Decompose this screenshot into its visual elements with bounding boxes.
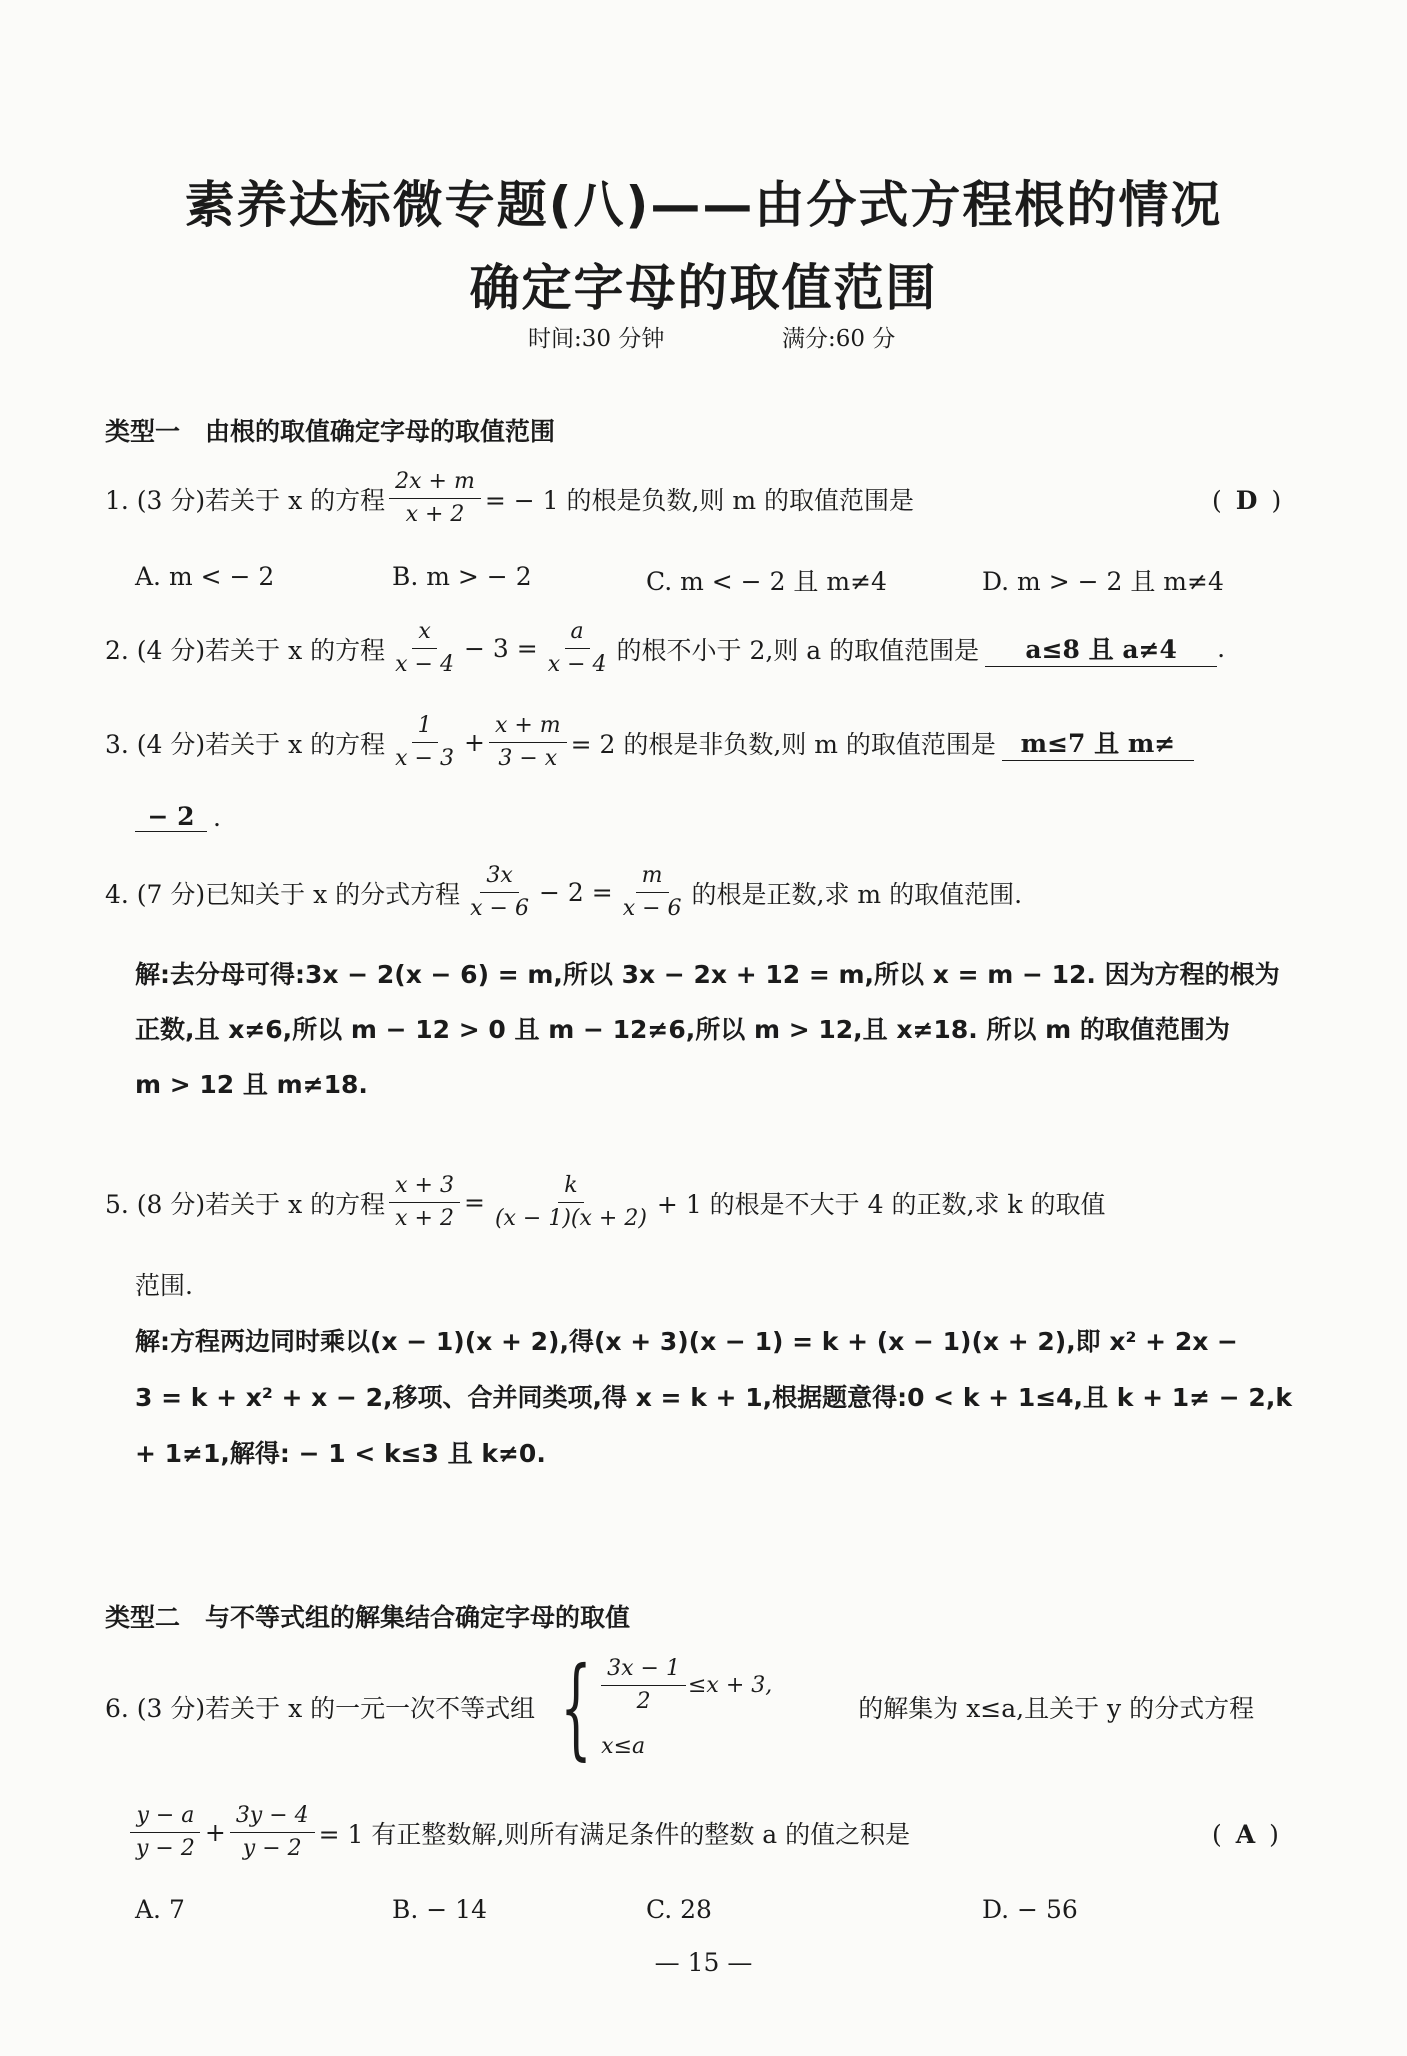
q1-numerator: 2x + m: [389, 468, 481, 499]
q2-fraction-1: [389, 618, 460, 679]
time-limit: 时间:30 分钟: [528, 326, 665, 352]
q1-fraction: [389, 468, 481, 529]
q1-answer-bracket: ( D ): [1212, 486, 1282, 515]
q4-solution-line-2: 正数,且 x≠6,所以 m − 12 > 0 且 m − 12≠6,所以 m > 12,且 x≠18. 所以 m 的取值范围为: [135, 1015, 1230, 1044]
q4-mid: − 2 =: [538, 878, 613, 907]
q5-solution-line-3: + 1≠1,解得: − 1 < k≤3 且 k≠0.: [135, 1439, 546, 1468]
question-5: [105, 1172, 1105, 1233]
q5-f2-denominator: (x − 1)(x + 2): [494, 1206, 647, 1231]
question-6: [105, 1643, 1255, 1771]
q5-mid: =: [463, 1188, 485, 1217]
q5-solution-line-2: 3 = k + x² + x − 2,移项、合并同类项,得 x = k + 1,根据题意得:0 < k + 1≤4,且 k + 1≠ − 2,k: [135, 1383, 1292, 1412]
q5-f1-numerator: x + 3: [389, 1172, 460, 1203]
q3-prefix: 3. (4 分)若关于 x 的方程: [105, 729, 386, 759]
q6-line2-suffix: = 1 有正整数解,则所有满足条件的整数 a 的值之积是: [318, 1819, 911, 1849]
q1-option-c: C. m < − 2 且 m≠4: [646, 567, 887, 596]
question-3-cont: [135, 802, 221, 832]
q6-f1-numerator: y − a: [130, 1802, 200, 1833]
q3-fraction-1: [389, 712, 460, 773]
q2-f1-denominator: x − 4: [395, 652, 454, 677]
q3-f1-numerator: 1: [412, 712, 438, 743]
q6-option-d: D. − 56: [982, 1895, 1078, 1924]
q6-f2-denominator: y − 2: [242, 1836, 302, 1861]
left-brace-icon: {: [560, 1643, 592, 1771]
q6-inequality-system: [541, 1643, 773, 1771]
q6-ineq1-fraction: [601, 1655, 686, 1716]
q2-prefix: 2. (4 分)若关于 x 的方程: [105, 635, 386, 665]
q6-ineq1-numerator: 3x − 1: [601, 1655, 686, 1686]
q4-prefix: 4. (7 分)已知关于 x 的分式方程: [105, 879, 461, 909]
q6-inequality-2: x≤a: [601, 1734, 646, 1759]
question-2: [105, 618, 1225, 679]
q6-f1-denominator: y − 2: [136, 1836, 195, 1861]
q4-solution-line-3: m > 12 且 m≠18.: [135, 1070, 368, 1099]
q2-f2-numerator: a: [565, 618, 590, 649]
q6-inequality-1: [601, 1655, 772, 1716]
q1-answer: D: [1235, 486, 1258, 515]
q3-f2-denominator: 3 − x: [498, 746, 558, 771]
q6-fraction-2: [230, 1802, 315, 1863]
q6-fraction-1: [130, 1802, 201, 1863]
q5-fraction-1: [389, 1172, 460, 1233]
q1-option-b: B. m > − 2: [392, 562, 532, 591]
question-4: [105, 862, 1022, 923]
q3-answer-blank-1: m≤7 且 m≠: [1002, 724, 1194, 761]
q6-option-a: A. 7: [135, 1895, 185, 1924]
question-1: [105, 468, 914, 529]
q3-suffix: = 2 的根是非负数,则 m 的取值范围是: [570, 729, 996, 759]
q6-suffix: 的解集为 x≤a,且关于 y 的分式方程: [858, 1694, 1255, 1723]
title-line-1: 素养达标微专题(八)——由分式方程根的情况: [184, 176, 1223, 234]
q4-solution-line-1: 解:去分母可得:3x − 2(x − 6) = m,所以 3x − 2x + 12 = m,所以 x = m − 12. 因为方程的根为: [135, 960, 1280, 989]
section-heading-2: 类型二 与不等式组的解集结合确定字母的取值: [105, 1603, 631, 1632]
q3-f2-numerator: x + m: [489, 712, 567, 743]
q3-answer-blank-2: − 2: [135, 802, 207, 832]
q2-f1-numerator: x: [412, 618, 436, 649]
q6-answer: A: [1235, 1820, 1256, 1849]
q4-fraction-1: [464, 862, 535, 923]
question-6-cont: [130, 1802, 910, 1863]
q6-prefix: 6. (3 分)若关于 x 的一元一次不等式组: [105, 1694, 536, 1723]
q2-answer-blank: a≤8 且 a≠4: [985, 630, 1217, 667]
q6-ineq1-rest: ≤x + 3,: [687, 1673, 773, 1698]
q5-f1-denominator: x + 2: [395, 1206, 454, 1231]
q2-mid: − 3 =: [463, 634, 538, 663]
q5-f2-numerator: k: [558, 1172, 583, 1203]
q5-suffix: + 1 的根是不大于 4 的正数,求 k 的取值: [656, 1189, 1106, 1219]
q2-end: .: [1217, 634, 1226, 663]
q3-plus: +: [463, 728, 485, 757]
q5-line-2: 范围.: [135, 1271, 193, 1300]
q5-prefix: 5. (8 分)若关于 x 的方程: [105, 1189, 386, 1219]
q6-ineq1-denominator: 2: [636, 1689, 651, 1714]
q1-denominator: x + 2: [405, 502, 465, 527]
q3-end: .: [213, 802, 221, 832]
q6-plus: +: [204, 1818, 226, 1847]
section-heading-1: 类型一 由根的取值确定字母的取值范围: [105, 417, 556, 446]
q2-f2-denominator: x − 4: [547, 652, 607, 677]
q6-f2-numerator: 3y − 4: [230, 1802, 315, 1833]
q1-option-d: D. m > − 2 且 m≠4: [982, 567, 1224, 596]
q5-solution-line-1: 解:方程两边同时乘以(x − 1)(x + 2),得(x + 3)(x − 1) = k + (x − 1)(x + 2),即 x² + 2x −: [135, 1327, 1238, 1356]
q2-fraction-2: [542, 618, 613, 679]
q4-f1-denominator: x − 6: [470, 896, 529, 921]
q6-answer-bracket: ( A ): [1212, 1820, 1279, 1849]
page-number: — 15 —: [654, 1948, 753, 1977]
q5-fraction-2: [489, 1172, 653, 1233]
q3-f1-denominator: x − 3: [395, 746, 454, 771]
q1-option-a: A. m < − 2: [135, 562, 275, 591]
full-score: 满分:60 分: [782, 326, 896, 352]
q1-suffix: = − 1 的根是负数,则 m 的取值范围是: [484, 485, 915, 515]
q4-f2-denominator: x − 6: [622, 896, 682, 921]
q4-f2-numerator: m: [636, 862, 669, 893]
q6-option-c: C. 28: [646, 1895, 712, 1924]
q1-prefix: 1. (3 分)若关于 x 的方程: [105, 485, 386, 515]
q4-fraction-2: [617, 862, 688, 923]
q4-f1-numerator: 3x: [480, 862, 518, 893]
title-line-2: 确定字母的取值范围: [469, 259, 938, 317]
q3-fraction-2: [489, 712, 567, 773]
q4-suffix: 的根是正数,求 m 的取值范围.: [691, 879, 1023, 909]
question-3: [105, 712, 1194, 773]
q2-suffix: 的根不小于 2,则 a 的取值范围是: [616, 635, 980, 665]
q6-option-b: B. − 14: [392, 1895, 487, 1924]
